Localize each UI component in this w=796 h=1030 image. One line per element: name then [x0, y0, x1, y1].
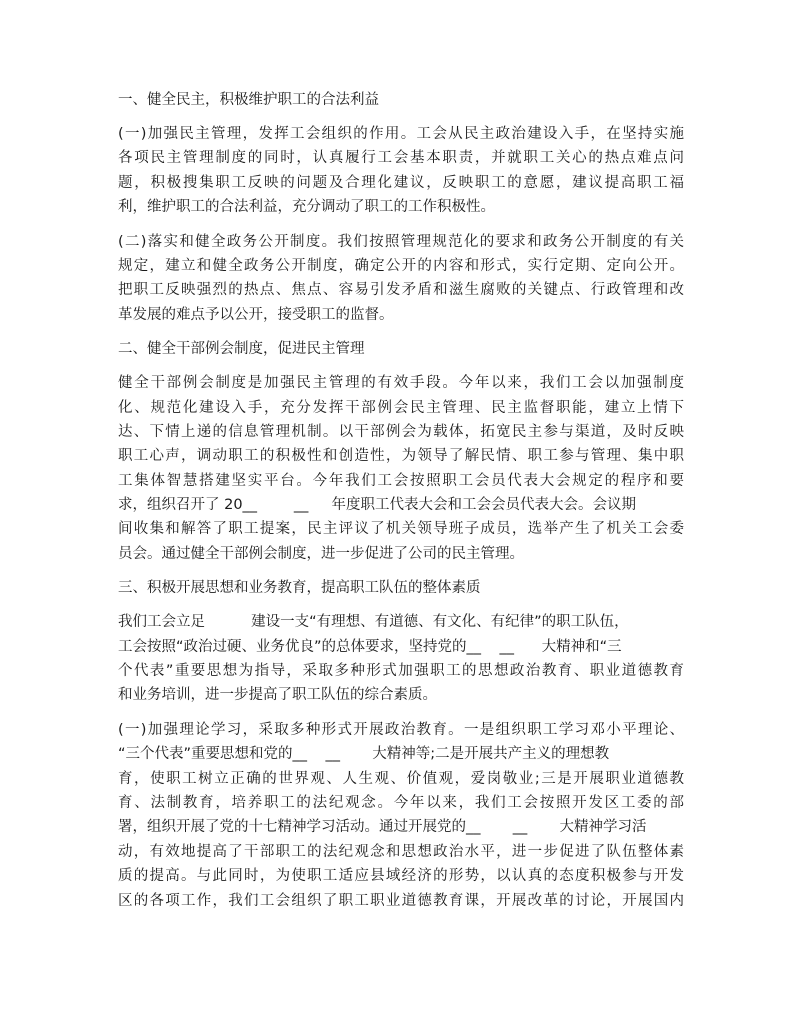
- section-3-paragraph-2: [118, 718, 684, 913]
- text-line: 各项民主管理制度的同时，认真履行工会基本职责，并就职工关心的热点难点问: [118, 150, 684, 167]
- text-line: 健全干部例会制度是加强民主管理的有效手段。今年以来，我们工会以加强制度: [118, 375, 684, 392]
- text-line: 质的提高。与此同时，为使职工适应县域经济的形势，以认真的态度积极参与开发: [118, 868, 684, 885]
- section-1-paragraph-1: [118, 122, 684, 220]
- text-line: 动，有效地提高了干部职工的法纪观念和思想政治水平，进一步促进了队伍整体素: [118, 843, 684, 860]
- text-line: (一)加强理论学习，采取多种形式开展政治教育。一是组织职工学习邓小平理论、: [118, 721, 684, 738]
- text-line: (一)加强民主管理，发挥工会组织的作用。工会从民主政治建设入手，在坚持实施: [118, 126, 684, 142]
- text-line: 革发展的难点予以公开，接受职工的监督。: [118, 306, 394, 323]
- text-line: 区的各项工作，我们工会组织了职工职业道德教育课，开展改革的讨论，开展国内: [118, 892, 684, 909]
- section-2-paragraph-1: [118, 371, 684, 566]
- text-line: 工集体智慧搭建坚实平台。今年我们工会按照职工会员代表大会规定的程序和要: [118, 472, 684, 489]
- text-line: 我们工会立足 建设一支“有理想、有道德、有文化、有纪律”的职工队伍，: [118, 614, 629, 631]
- text-line: 育，使职工树立正确的世界观、人生观、价值观，爱岗敬业;三是开展职业道德教: [118, 770, 684, 787]
- text-line: 和业务培训，进一步提高了职工队伍的综合素质。: [118, 687, 437, 704]
- section-1-paragraph-2: [118, 230, 684, 328]
- text-line: 规定，建立和健全政务公开制度，确定公开的内容和形式，实行定期、定向公开。: [118, 257, 684, 274]
- text-line: 利，维护职工的合法利益，充分调动了职工的工作积极性。: [118, 199, 495, 216]
- section-3-heading: 三、积极开展思想和业务教育，提高职工队伍的整体素质: [118, 580, 481, 597]
- text-line: 把职工反映强烈的热点、焦点、容易引发矛盾和滋生腐败的关键点、行政管理和改: [118, 282, 684, 299]
- text-line: 个代表”重要思想为指导，采取多种形式加强职工的思想政治教育、职业道德教育: [118, 663, 684, 680]
- section-3-paragraph-1: [118, 610, 684, 708]
- text-line: (二)落实和健全政务公开制度。我们按照管理规范化的要求和政务公开制度的有关: [118, 233, 684, 250]
- text-line: 间收集和解答了职工提案，民主评议了机关领导班子成员，选举产生了机关工会委: [118, 521, 684, 538]
- text-line: 求，组织召开了 20__ __ 年度职工代表大会和工会会员代表大会。会议期: [118, 497, 636, 514]
- text-line: 职工心声，调动职工的积极性和创造性，为领导了解民情、职工参与管理、集中职: [118, 448, 684, 465]
- text-line: 育、法制教育，培养职工的法纪观念。今年以来，我们工会按照开发区工委的部: [118, 794, 684, 811]
- section-1-heading: 一、健全民主，积极维护职工的合法利益: [118, 92, 379, 108]
- text-line: 员会。通过健全干部例会制度，进一步促进了公司的民主管理。: [118, 545, 524, 562]
- text-line: 署，组织开展了党的十七精神学习活动。通过开展党的__ __ 大精神学习活: [118, 819, 647, 836]
- text-line: 达、下情上递的信息管理机制。以干部例会为载体，拓宽民主参与渠道，及时反映: [118, 423, 684, 440]
- document-page: [118, 88, 684, 923]
- text-line: 题，积极搜集职工反映的问题及合理化建议，反映职工的意愿，建议提高职工福: [118, 174, 684, 191]
- text-line: 工会按照“政治过硬、业务优良”的总体要求，坚持党的__ __ 大精神和“三: [118, 638, 622, 655]
- text-line: “三个代表”重要思想和党的__ __ 大精神等;二是开展共产主义的理想教: [118, 746, 610, 763]
- section-2-heading: 二、健全干部例会制度，促进民主管理: [118, 341, 365, 358]
- text-line: 化、规范化建设入手，充分发挥干部例会民主管理、民主监督职能，建立上情下: [118, 399, 684, 416]
